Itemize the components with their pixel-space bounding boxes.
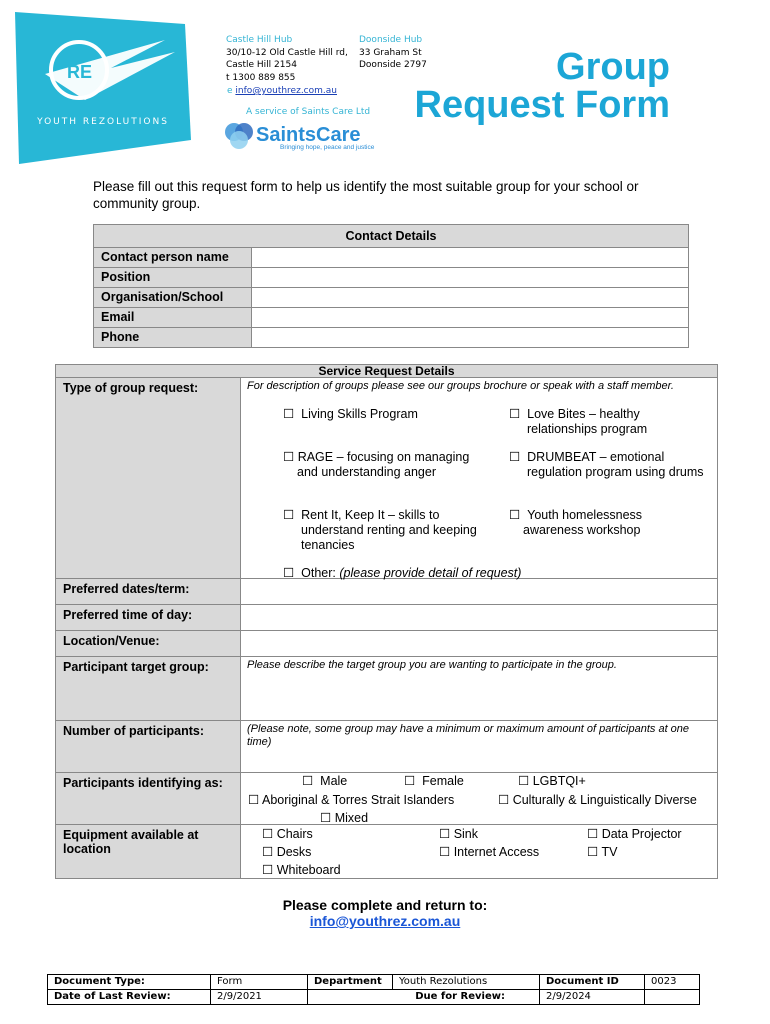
return-email-link[interactable]: info@youthrez.com.au bbox=[309, 913, 461, 929]
option-label: Rent It, Keep It – skills to understand renting and keeping tenancies bbox=[301, 508, 477, 552]
title-line1: Group bbox=[556, 46, 670, 88]
castle-hill-hub-name: Castle Hill Hub bbox=[226, 35, 293, 45]
email-field[interactable] bbox=[252, 308, 689, 328]
type-label: Type of group request: bbox=[56, 378, 241, 579]
saintscare-name: SaintsCare bbox=[256, 124, 361, 146]
projector-checkbox[interactable]: ☐ Data Projector bbox=[587, 827, 682, 841]
option-label: Female bbox=[422, 774, 464, 788]
option-label: RAGE – focusing on managing and understanding anger bbox=[297, 450, 470, 479]
option-label: Data Projector bbox=[601, 827, 682, 841]
option-label: Internet Access bbox=[453, 845, 540, 859]
option-label: Mixed bbox=[334, 811, 369, 825]
saintscare-icon bbox=[222, 120, 258, 152]
atsi-checkbox[interactable]: ☐ Aboriginal & Torres Strait Islanders bbox=[248, 793, 455, 807]
title-line2: Request Form bbox=[414, 84, 670, 126]
rent-it-option[interactable]: ☐ Rent It, Keep It – skills to understand renting and keeping tenancies bbox=[283, 508, 477, 552]
doonside-line2: Doonside 2797 bbox=[359, 60, 427, 70]
sink-checkbox[interactable]: ☐ Sink bbox=[439, 827, 479, 841]
organisation-field[interactable] bbox=[252, 288, 689, 308]
email-prefix: e bbox=[227, 86, 236, 96]
logo-mark: RE bbox=[67, 62, 93, 82]
page-title bbox=[400, 48, 670, 124]
castle-hill-line1: 30/10-12 Old Castle Hill rd, bbox=[226, 47, 348, 58]
option-label: Whiteboard bbox=[276, 863, 341, 877]
contact-person-field[interactable] bbox=[252, 248, 689, 268]
desks-checkbox[interactable]: ☐ Desks bbox=[262, 845, 312, 859]
option-label: TV bbox=[601, 845, 618, 859]
service-heading: Service Request Details bbox=[56, 365, 718, 378]
contact-label: Phone bbox=[94, 328, 252, 348]
lgbtqi-checkbox[interactable]: ☐ LGBTQI+ bbox=[518, 774, 586, 788]
option-label: LGBTQI+ bbox=[532, 774, 586, 788]
last-review-value: 2/9/2021 bbox=[211, 990, 308, 1005]
cald-checkbox[interactable]: ☐ Culturally & Linguistically Diverse bbox=[498, 793, 697, 807]
option-label: DRUMBEAT – emotional regulation program using drums bbox=[527, 450, 704, 479]
tv-checkbox[interactable]: ☐ TV bbox=[587, 845, 618, 859]
doc-id-label: Document ID bbox=[540, 975, 645, 990]
type-note: For description of groups please see our groups brochure or speak with a staff member. bbox=[247, 380, 674, 392]
identify-label: Participants identifying as: bbox=[56, 773, 241, 825]
intro-text: Please fill out this request form to help us identify the most suitable group for your school or community group. bbox=[93, 179, 639, 211]
target-label: Participant target group: bbox=[56, 657, 241, 721]
drumbeat-option[interactable]: ☐ DRUMBEAT – emotional regulation program using drums bbox=[509, 450, 704, 479]
document-info-table bbox=[47, 974, 700, 1005]
mixed-checkbox[interactable]: ☐ Mixed bbox=[320, 811, 369, 825]
internet-checkbox[interactable]: ☐ Internet Access bbox=[439, 845, 540, 859]
love-bites-option[interactable]: ☐ Love Bites – healthy relationships program bbox=[509, 407, 648, 436]
male-checkbox[interactable]: ☐ Male bbox=[302, 774, 348, 788]
logo-brand: YOUTH REZOLUTIONS bbox=[37, 117, 169, 127]
position-field[interactable] bbox=[252, 268, 689, 288]
time-label: Preferred time of day: bbox=[56, 605, 241, 631]
number-note: (Please note, some group may have a minimum or maximum amount of participants at one time) bbox=[247, 723, 690, 748]
number-label: Number of participants: bbox=[56, 721, 241, 773]
contact-label: Organisation/School bbox=[94, 288, 252, 308]
contact-label: Email bbox=[94, 308, 252, 328]
due-label: Due for Review: bbox=[308, 990, 540, 1005]
castle-hill-line2: Castle Hill 2154 bbox=[226, 60, 297, 70]
contact-heading: Contact Details bbox=[94, 225, 689, 248]
option-label: Love Bites – healthy relationships program bbox=[527, 407, 648, 436]
contact-label: Position bbox=[94, 268, 252, 288]
footer-empty-cell bbox=[645, 990, 700, 1005]
youth-rezolutions-logo bbox=[15, 12, 191, 164]
department-value: Youth Rezolutions bbox=[393, 975, 540, 990]
doonside-hub-name: Doonside Hub bbox=[359, 35, 423, 45]
service-of bbox=[246, 106, 370, 119]
option-label: Chairs bbox=[276, 827, 313, 841]
saintscare-tagline: Bringing hope, peace and justice bbox=[280, 144, 375, 151]
dates-field[interactable] bbox=[241, 579, 718, 605]
option-label: Sink bbox=[453, 827, 479, 841]
time-field[interactable] bbox=[241, 605, 718, 631]
option-label: Desks bbox=[276, 845, 312, 859]
other-note: (please provide detail of request) bbox=[339, 566, 522, 580]
phone-field[interactable] bbox=[252, 328, 689, 348]
homelessness-option[interactable]: ☐ Youth homelessness awareness workshop bbox=[509, 508, 643, 537]
option-label: Culturally & Linguistically Diverse bbox=[512, 793, 697, 807]
option-label: Male bbox=[320, 774, 348, 788]
hub-email-link[interactable]: info@youthrez.com.au bbox=[235, 86, 337, 96]
doc-type-label: Document Type: bbox=[48, 975, 211, 990]
dates-label: Preferred dates/term: bbox=[56, 579, 241, 605]
target-note: Please describe the target group you are wanting to participate in the group. bbox=[247, 659, 617, 671]
equipment-label: Equipment available at location bbox=[56, 825, 241, 879]
option-label: Other: bbox=[301, 566, 336, 580]
return-text: Please complete and return to: bbox=[282, 897, 488, 913]
department-label: Department bbox=[308, 975, 393, 990]
due-value: 2/9/2024 bbox=[540, 990, 645, 1005]
doc-type-value: Form bbox=[211, 975, 308, 990]
castle-hill-address bbox=[226, 34, 348, 84]
castle-hill-phone: t 1300 889 855 bbox=[226, 72, 296, 83]
last-review-label: Date of Last Review: bbox=[48, 990, 211, 1005]
hub-email-line bbox=[227, 85, 337, 98]
option-label: Living Skills Program bbox=[301, 407, 418, 421]
contact-label: Contact person name bbox=[94, 248, 252, 268]
service-of-text: A service of Saints Care Ltd bbox=[246, 107, 371, 117]
doonside-line1: 33 Graham St bbox=[359, 47, 422, 58]
location-field[interactable] bbox=[241, 631, 718, 657]
whiteboard-checkbox[interactable]: ☐ Whiteboard bbox=[262, 863, 341, 877]
chairs-checkbox[interactable]: ☐ Chairs bbox=[262, 827, 313, 841]
option-label: Aboriginal & Torres Strait Islanders bbox=[262, 793, 455, 807]
female-checkbox[interactable]: ☐ Female bbox=[404, 774, 464, 788]
contact-details-table bbox=[93, 224, 689, 348]
other-option[interactable]: ☐ Other: (please provide detail of request) bbox=[283, 566, 522, 580]
saintscare-logo bbox=[222, 120, 392, 156]
doc-id-value: 0023 bbox=[645, 975, 700, 990]
living-skills-option[interactable]: ☐ Living Skills Program bbox=[283, 407, 418, 421]
location-label: Location/Venue: bbox=[56, 631, 241, 657]
option-label: Youth homelessness awareness workshop bbox=[523, 508, 643, 537]
rage-option[interactable]: ☐ RAGE – focusing on managing and understanding anger bbox=[283, 450, 470, 479]
